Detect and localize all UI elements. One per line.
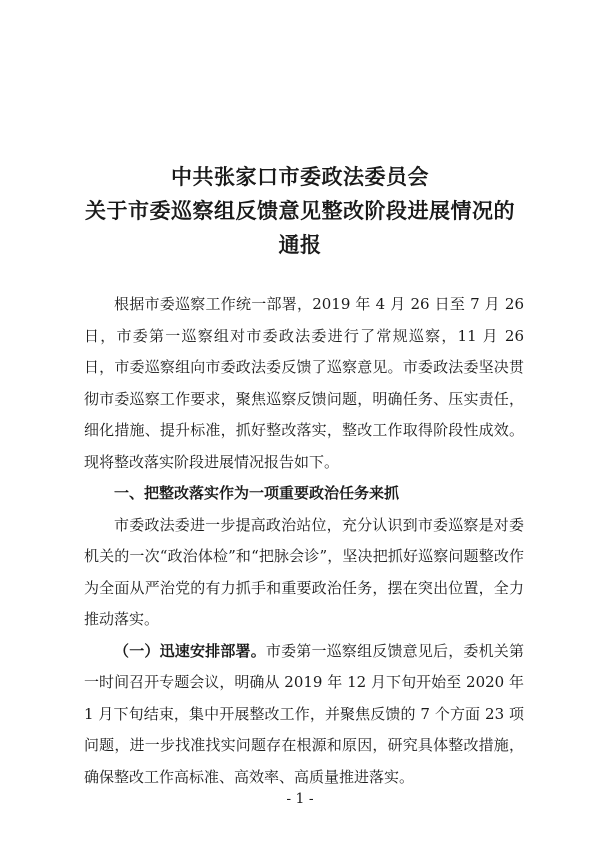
document-title xyxy=(0,160,600,262)
title-line-2: 关于市委巡察组反馈意见整改阶段进展情况的 xyxy=(85,199,515,223)
section-heading-1: 一、把整改落实作为一项重要政治任务来抓 xyxy=(114,484,400,502)
page-number: - 1 - xyxy=(286,791,314,807)
document-body xyxy=(84,289,524,793)
subsection-text: 市委第一巡察组反馈意见后，委机关第一时间召开专题会议，明确从 2019 年 12 月下旬开始至 2020 年 1 月下旬结束，集中开展整改工作，并聚焦反馈的 7 个方面 23 项问题，进一步找准找实问题存在根源和原因，研究具体整改措施，确保整改工作高标准、高效率、高质量推进落实。 xyxy=(84,641,524,786)
paragraph-intro: 根据市委巡察工作统一部署，2019 年 4 月 26 日至 7 月 26 日，市委第一巡察组对市委政法委进行了常规巡察，11 月 26 日，市委巡察组向市委政法委反馈了巡察意见。市委政法委坚决贯彻市委巡察工作要求，聚焦巡察反馈问题，明确任务、压实责任，细化措施、提升标准，抓好整改落实，整改工作取得阶段性成效。现将整改落实阶段进展情况报告如下。 xyxy=(84,295,524,471)
title-line-3: 通报 xyxy=(278,233,322,257)
paragraph-section-1: 市委政法委进一步提高政治站位，充分认识到市委巡察是对委机关的一次“政治体检”和“把脉会诊”，坚决把抓好巡察问题整改作为全面从严治党的有力抓手和重要政治任务，摆在突出位置，全力推动落实。 xyxy=(84,515,524,628)
title-line-1: 中共张家口市委政法委员会 xyxy=(171,165,429,189)
subsection-lead: （一）迅速安排部署。 xyxy=(114,641,266,660)
paragraph-subsection-1 xyxy=(84,636,524,794)
